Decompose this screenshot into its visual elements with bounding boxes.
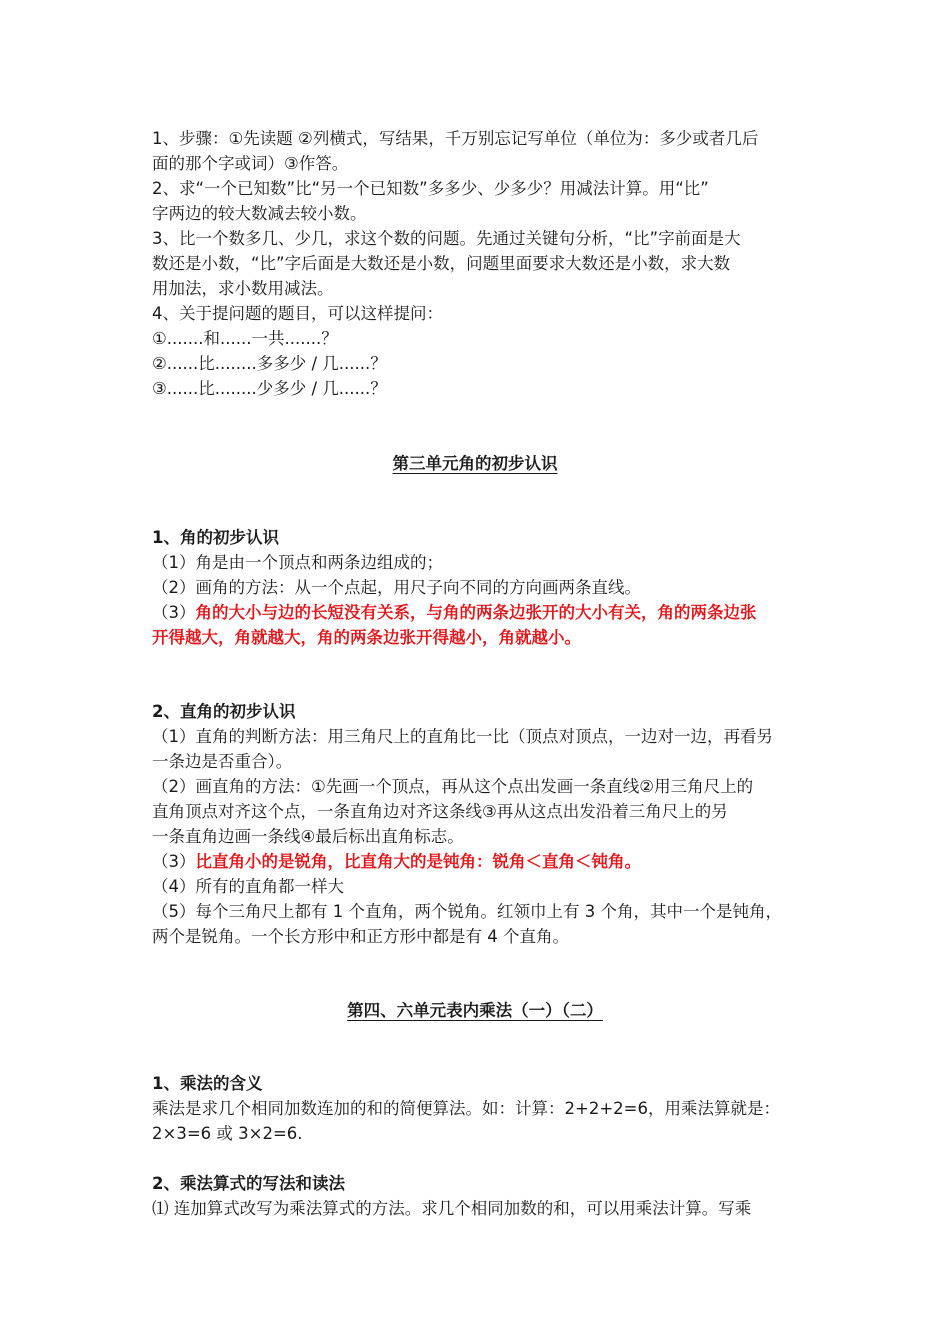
question-tips-line: 4、关于提问题的题目，可以这样提问：	[152, 304, 443, 323]
unit4-s1-line2: 2×3=6 或 3×2=6.	[152, 1124, 303, 1143]
difference-line-1: 2、求“一个已知数”比“另一个已知数”多多少、少多少？用减法计算。用“比”	[152, 179, 709, 198]
steps-line-2: 面的那个字或词）③作答。	[152, 154, 349, 173]
unit3-title: 第三单元角的初步认识	[392, 454, 558, 473]
unit3-s1-line3-cont: 开得越大，角就越大，角的两条边张开得越小，角就越小。	[152, 628, 581, 647]
unit4-s1-line1: 乘法是求几个相同加数连加的和的简便算法。如：计算：2+2+2=6，用乘法算就是：	[152, 1099, 780, 1118]
unit3-section1-heading: 1、角的初步认识	[152, 528, 279, 547]
unit3-s2-line3-prefix: （3）	[152, 852, 196, 871]
difference-line-2: 字两边的较大数减去较小数。	[152, 204, 367, 223]
unit4-section2-heading: 2、乘法算式的写法和读法	[152, 1174, 345, 1193]
more-less-line-1: 3、比一个数多几、少几，求这个数的问题。先通过关键句分析，“比”字前面是大	[152, 229, 741, 248]
unit3-s2-line1a: （1）直角的判断方法：用三角尺上的直角比一比（顶点对顶点，一边对一边，再看另	[152, 727, 773, 746]
unit3-s1-line2: （2）画角的方法：从一个点起，用尺子向不同的方向画两条直线。	[152, 578, 641, 597]
more-less-line-3: 用加法，求小数用减法。	[152, 279, 334, 298]
unit3-s2-line3	[152, 849, 812, 874]
unit4-section1-heading: 1、乘法的含义	[152, 1074, 263, 1093]
unit3-s2-line5b: 两个是锐角。一个长方形中和正方形中都是有 4 个直角。	[152, 927, 569, 946]
unit3-s2-line3-highlight: 比直角小的是锐角，比直角大的是钝角：锐角＜直角＜钝角。	[195, 852, 641, 871]
unit3-section2-heading: 2、直角的初步认识	[152, 702, 296, 721]
unit3-s1-line1: （1）角是由一个顶点和两条边组成的；	[152, 553, 443, 572]
question-pattern-3: ③......比........少多少 / 几......？	[152, 379, 387, 398]
unit3-s2-line2a: （2）画直角的方法：①先画一个顶点，再从这个点出发画一条直线②用三角尺上的	[152, 777, 754, 796]
steps-line-1: 1、步骤：①先读题 ②列横式，写结果，千万别忘记写单位（单位为：多少或者几后	[152, 129, 759, 148]
unit3-s2-line4: （4）所有的直角都一样大	[152, 877, 344, 896]
unit3-s2-line2b: 直角顶点对齐这个点，一条直角边对齐这条线③再从这点出发沿着三角尺上的另	[152, 802, 728, 821]
unit3-s1-line3-prefix: （3）	[152, 603, 196, 622]
more-less-line-2: 数还是小数，“比”字后面是大数还是小数，问题里面要求大数还是小数，求大数	[152, 254, 731, 273]
question-pattern-1: ①.......和......一共.......？	[152, 329, 338, 348]
unit3-s1-line3	[152, 600, 812, 625]
unit3-s1-line3-highlight: 角的大小与边的长短没有关系，与角的两条边张开的大小有关，角的两条边张	[195, 603, 757, 622]
question-pattern-2: ②......比........多多少 / 几......？	[152, 354, 387, 373]
unit3-s2-line1b: 一条边是否重合）。	[152, 752, 293, 771]
unit4-s2-line1: ⑴ 连加算式改写为乘法算式的方法。求几个相同加数的和，可以用乘法计算。写乘	[152, 1199, 752, 1218]
unit3-s2-line5a: （5）每个三角尺上都有 1 个直角，两个锐角。红领巾上有 3 个角，其中一个是钝角，	[152, 902, 782, 921]
unit3-s2-line2c: 一条直角边画一条线④最后标出直角标志。	[152, 827, 464, 846]
unit4-title: 第四、六单元表内乘法（一）（二）	[347, 1001, 603, 1020]
